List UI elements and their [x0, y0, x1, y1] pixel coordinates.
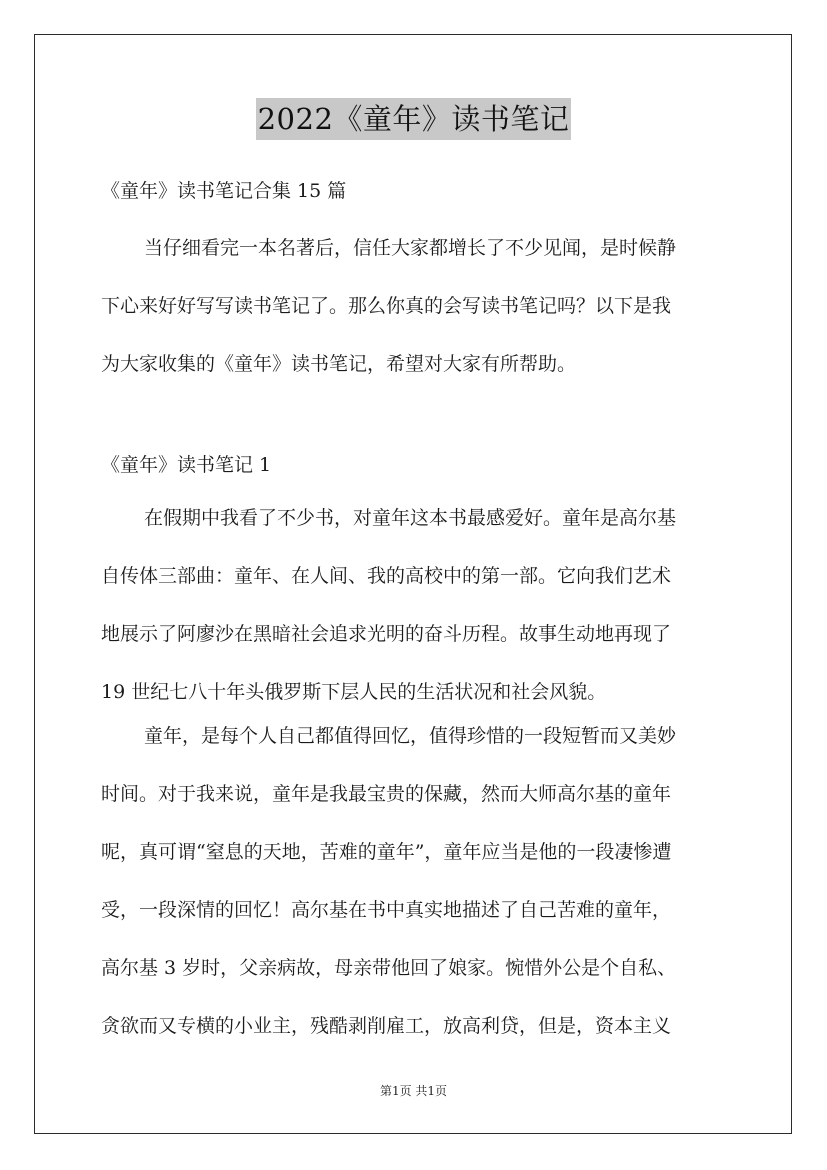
paragraph-line: 在假期中我看了不少书，对童年这本书最感爱好。童年是高尔基: [144, 507, 677, 529]
section-heading: 《童年》读书笔记 1: [101, 454, 272, 476]
paragraph-line: 自传体三部曲：童年、在人间、我的高校中的第一部。它向我们艺术: [101, 565, 672, 587]
intro-line: 下心来好好写写读书笔记了。那么你真的会写读书笔记吗？以下是我: [101, 295, 672, 317]
page-footer: 第1页 共1页: [379, 1084, 448, 1098]
paragraph-line: 贪欲而又专横的小业主，残酷剥削雇工，放高利贷，但是，资本主义: [101, 1015, 672, 1037]
paragraph-line: 地展示了阿廖沙在黑暗社会追求光明的奋斗历程。故事生动地再现了: [101, 623, 672, 645]
title-container: [0, 98, 827, 140]
paragraph-line: 19 世纪七八十年头俄罗斯下层人民的生活状况和社会风貌。: [101, 681, 607, 703]
paragraph-line: 高尔基 3 岁时，父亲病故，母亲带他回了娘家。惋惜外公是个自私、: [101, 957, 677, 979]
paragraph-1: [101, 505, 727, 709]
paragraph-line: 呢，真可谓“窒息的天地，苦难的童年”，童年应当是他的一段凄惨遭: [101, 841, 672, 863]
document-subtitle: 《童年》读书笔记合集 15 篇: [101, 180, 347, 202]
intro-paragraph: [101, 235, 727, 381]
paragraph-line: 童年，是每个人自己都值得回忆，值得珍惜的一段短暂而又美妙: [144, 725, 677, 747]
intro-line: 为大家收集的《童年》读书笔记，希望对大家有所帮助。: [101, 353, 577, 375]
intro-line: 当仔细看完一本名著后，信任大家都增长了不少见闻，是时候静: [144, 237, 677, 259]
document-title: 2022《童年》读书笔记: [256, 98, 572, 140]
paragraph-line: 受，一段深情的回忆！高尔基在书中真实地描述了自己苦难的童年，: [101, 899, 672, 921]
paragraph-2: [101, 723, 727, 1043]
paragraph-line: 时间。对于我来说，童年是我最宝贵的保藏，然而大师高尔基的童年: [101, 783, 672, 805]
